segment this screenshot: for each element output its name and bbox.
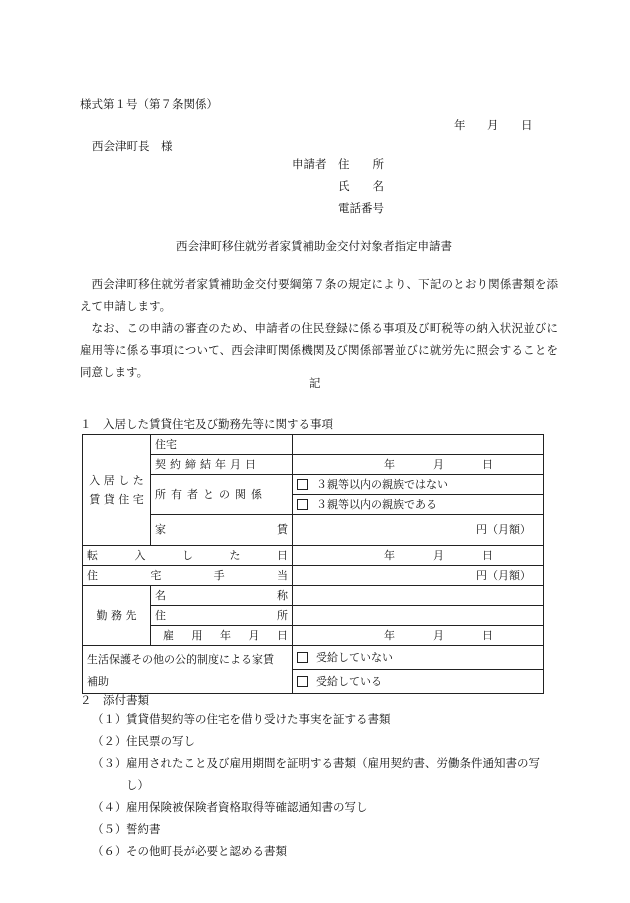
contract-date-label: 契約締結年月日	[151, 455, 293, 475]
table-row	[83, 475, 544, 495]
employer-address-input[interactable]	[293, 606, 544, 626]
relation-option-relative[interactable]: ３親等以内の親族である	[293, 495, 544, 515]
applicant-label: 申請者	[292, 157, 327, 171]
applicant-name-label: 氏 名	[338, 179, 384, 193]
table-row	[83, 606, 544, 626]
document-title: 西会津町移住就労者家賃補助金交付対象者指定申請書	[176, 239, 452, 253]
form-number: 様式第１号（第７条関係）	[80, 97, 218, 111]
table-row	[83, 455, 544, 475]
table-row	[83, 586, 544, 606]
applicant-phone-label: 電話番号	[338, 201, 384, 215]
move-in-date-input[interactable]: 年 月 日	[293, 546, 544, 566]
date-month-label: 月	[487, 118, 499, 132]
date-day-label: 日	[521, 118, 533, 132]
list-item: （５） 誓約書	[92, 822, 161, 836]
welfare-option-not-receiving[interactable]: 受給していない	[293, 646, 544, 670]
employer-group-label: 勤 務 先	[83, 586, 151, 646]
attachment-list	[92, 708, 552, 862]
house-label-cell: 住宅	[151, 435, 293, 455]
list-item: （４） 雇用保険被保険者資格取得等確認通知書の写し	[92, 800, 368, 814]
checkbox-icon[interactable]	[297, 676, 308, 687]
list-item: （１） 賃貸借契約等の住宅を借り受けた事実を証する書類	[92, 712, 391, 726]
relation-option-not-relative[interactable]: ３親等以内の親族ではない	[293, 475, 544, 495]
section1-heading: １ 入居した賃貸住宅及び勤務先等に関する事項	[80, 417, 333, 431]
contract-date-input[interactable]: 年 月 日	[293, 455, 544, 475]
checkbox-icon[interactable]	[297, 479, 308, 490]
list-item: （２） 住民票の写し	[92, 734, 195, 748]
table-row	[83, 646, 544, 670]
applicant-address-label: 住 所	[338, 157, 384, 171]
list-item: （６） その他町長が必要と認める書類	[92, 844, 287, 858]
section2-heading: ２ 添付書類	[80, 693, 149, 707]
checkbox-icon[interactable]	[297, 652, 308, 663]
move-in-label: 転 入 し た 日	[83, 546, 293, 566]
date-year-label: 年	[454, 118, 466, 132]
paragraph-purpose: 西会津町移住就労者家賃補助金交付要綱第７条の規定により、下記のとおり関係書類を添えて申請します。	[80, 277, 558, 313]
table-row	[83, 626, 544, 646]
ki-label: 記	[309, 376, 321, 390]
table-row	[83, 566, 544, 586]
welfare-option-receiving[interactable]: 受給している	[293, 670, 544, 694]
employer-address-label: 住 所	[151, 606, 293, 626]
employer-name-label: 名 称	[151, 586, 293, 606]
table-row	[83, 435, 544, 455]
housing-group-label: 入 居 し た 賃 貸 住 宅	[83, 435, 151, 546]
employment-date-input[interactable]: 年 月 日	[293, 626, 544, 646]
list-item: （３） 雇用されたこと及び雇用期間を証明する書類（雇用契約書、労働条件通知書の写し）	[92, 756, 540, 792]
housing-employment-table	[82, 434, 544, 694]
checkbox-icon[interactable]	[297, 499, 308, 510]
employment-date-label: 雇 用 年 月 日	[151, 626, 293, 646]
rent-label: 家 賃	[151, 515, 293, 546]
housing-allowance-label: 住 宅 手 当	[83, 566, 293, 586]
housing-allowance-input[interactable]: 円（月額）	[293, 566, 544, 586]
paragraph-consent: なお、この申請の審査のため、申請者の住民登録に係る事項及び町税等の納入状況並びに雇用等に係る事項について、西会津町関係機関及び関係部署並びに就労先に照会することを同意します。	[80, 321, 558, 379]
table-row	[83, 546, 544, 566]
owner-relation-label: 所有者との関係	[151, 475, 293, 515]
house-input[interactable]	[293, 435, 544, 455]
employer-name-input[interactable]	[293, 586, 544, 606]
addressee: 西会津町長 様	[92, 139, 173, 153]
welfare-label: 生活保護その他の公的制度による家賃 補助	[83, 646, 293, 694]
table-row	[83, 515, 544, 546]
rent-input[interactable]: 円（月額）	[293, 515, 544, 546]
body-text	[80, 273, 558, 383]
